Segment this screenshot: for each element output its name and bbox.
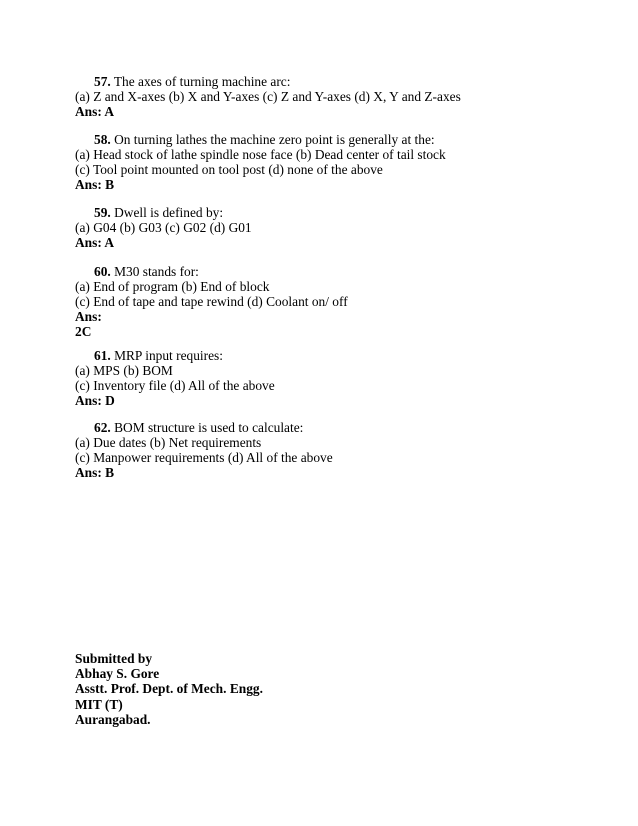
question-options: (a) Due dates (b) Net requirements xyxy=(75,435,262,450)
question-62 xyxy=(75,420,595,480)
question-60 xyxy=(75,264,595,339)
signature-line: Submitted by xyxy=(75,651,153,666)
question-57 xyxy=(75,74,595,119)
question-number: 59. xyxy=(94,205,111,220)
question-59 xyxy=(75,205,595,250)
question-number: 60. xyxy=(94,264,111,279)
question-answer: Ans: B xyxy=(75,465,115,480)
question-options: (c) End of tape and tape rewind (d) Coolant on/ off xyxy=(75,294,348,309)
question-answer: Ans: A xyxy=(75,104,115,119)
signature-name: Abhay S. Gore xyxy=(75,666,160,682)
signature-block xyxy=(75,651,263,727)
question-answer: Ans: D xyxy=(75,393,115,408)
question-options: (a) MPS (b) BOM xyxy=(75,363,173,378)
question-title xyxy=(75,264,595,279)
question-options: (a) Head stock of lathe spindle nose face (b) Dead center of tail stock xyxy=(75,147,446,162)
question-61 xyxy=(75,348,595,408)
question-options: (a) End of program (b) End of block xyxy=(75,279,270,294)
question-title xyxy=(75,205,595,220)
question-title xyxy=(75,74,595,89)
question-title xyxy=(75,132,595,147)
signature-designation: Asstt. Prof. Dept. of Mech. Engg. xyxy=(75,681,263,697)
question-options: (c) Manpower requirements (d) All of the above xyxy=(75,450,333,465)
question-text: On turning lathes the machine zero point is generally at the: xyxy=(110,132,435,147)
question-options: (a) G04 (b) G03 (c) G02 (d) G01 xyxy=(75,220,252,235)
question-answer: 2C xyxy=(75,324,92,339)
question-number: 62. xyxy=(94,420,111,435)
question-title xyxy=(75,420,595,435)
question-number: 58. xyxy=(94,132,111,147)
question-number: 61. xyxy=(94,348,111,363)
question-text: BOM structure is used to calculate: xyxy=(110,420,304,435)
question-number: 57. xyxy=(94,74,111,89)
question-answer: Ans: xyxy=(75,309,102,324)
question-answer: Ans: B xyxy=(75,177,115,192)
question-text: MRP input requires: xyxy=(110,348,223,363)
question-options: (c) Inventory file (d) All of the above xyxy=(75,378,275,393)
signature-institute: MIT (T) xyxy=(75,696,123,712)
question-options: (c) Tool point mounted on tool post (d) none of the above xyxy=(75,162,383,177)
question-text: M30 stands for: xyxy=(110,264,199,279)
question-options: (a) Z and X-axes (b) X and Y-axes (c) Z and Y-axes (d) X, Y and Z-axes xyxy=(75,89,461,104)
question-title xyxy=(75,348,595,363)
question-text: Dwell is defined by: xyxy=(110,205,224,220)
question-answer: Ans: A xyxy=(75,235,115,250)
signature-city: Aurangabad. xyxy=(75,711,151,727)
question-text: The axes of turning machine arc: xyxy=(110,74,291,89)
question-58 xyxy=(75,132,595,192)
